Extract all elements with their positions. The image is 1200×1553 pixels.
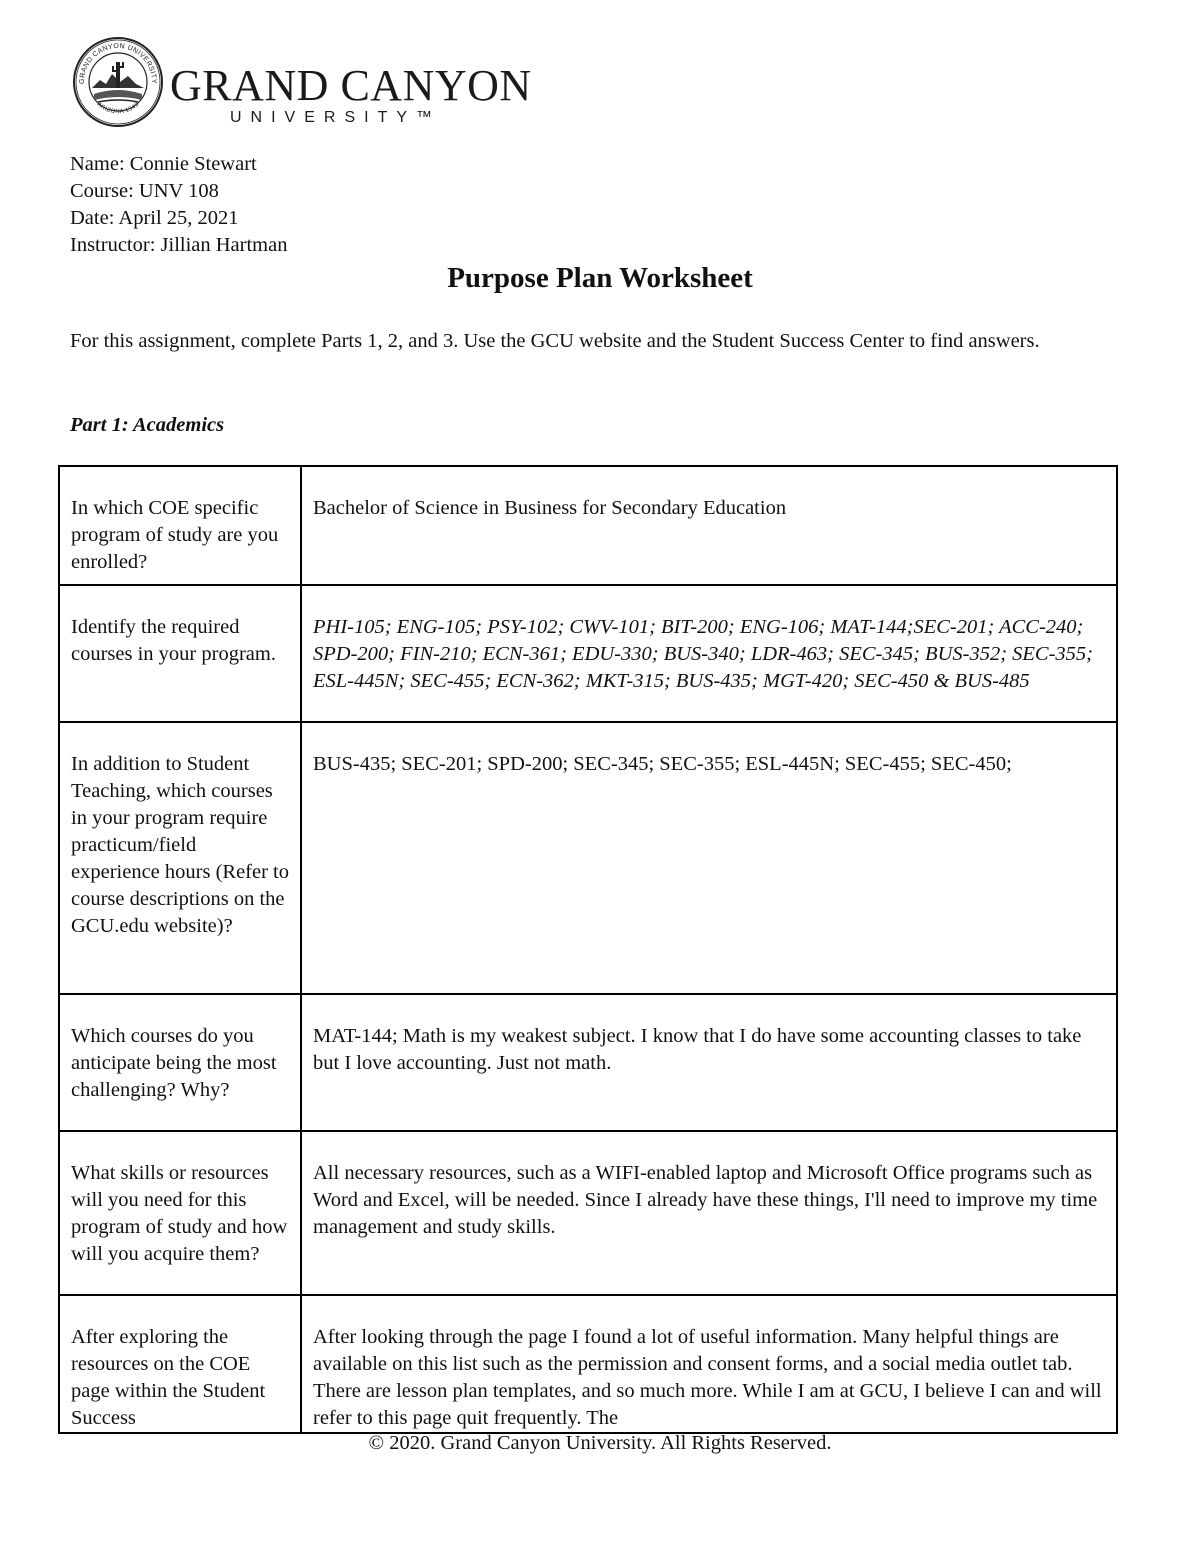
answer-cell: MAT-144; Math is my weakest subject. I know that I do have some accounting classes to take but I love accounting. Just not math.	[301, 994, 1117, 1131]
table-row	[59, 994, 1117, 1131]
question-cell: Which courses do you anticipate being the most challenging? Why?	[59, 994, 301, 1131]
student-course: Course: UNV 108	[70, 180, 219, 202]
student-instructor: Instructor: Jillian Hartman	[70, 234, 288, 256]
page-title: Purpose Plan Worksheet	[447, 262, 753, 294]
university-logo	[72, 36, 532, 132]
answer-cell: Bachelor of Science in Business for Secondary Education	[301, 466, 1117, 585]
part1-heading: Part 1: Academics	[70, 414, 225, 436]
logo-wordmark-grand-canyon: GRAND CANYON	[170, 61, 532, 110]
question-cell: After exploring the resources on the COE page within the Student Success	[59, 1295, 301, 1433]
student-date: Date: April 25, 2021	[70, 207, 239, 229]
svg-text:GRAND CANYON UNIVERSITY: GRAND CANYON UNIVERSITY	[78, 42, 158, 85]
copyright-footer: © 2020. Grand Canyon University. All Rights Reserved.	[368, 1432, 832, 1454]
table-row	[59, 466, 1117, 585]
question-cell: In which COE specific program of study are you enrolled?	[59, 466, 301, 585]
svg-text:ARIZONA 1949: ARIZONA 1949	[95, 101, 141, 116]
table-row	[59, 722, 1117, 994]
answer-cell: After looking through the page I found a lot of useful information. Many helpful things are available on this list such as the permission and consent forms, and a social media outlet tab. There are lesson plan templates, and so much more. While I am at GCU, I believe I can and will refer to this page quit frequently. The	[301, 1295, 1117, 1433]
question-cell: What skills or resources will you need for this program of study and how will you acquire them?	[59, 1131, 301, 1295]
table-row	[59, 585, 1117, 722]
answer-cell: All necessary resources, such as a WIFI-enabled laptop and Microsoft Office programs such as Word and Excel, will be needed. Since I already have these things, I'll need to improve my time management and study skills.	[301, 1131, 1117, 1295]
answer-cell: PHI-105; ENG-105; PSY-102; CWV-101; BIT-200; ENG-106; MAT-144;SEC-201; ACC-240; SPD-200; FIN-210; ECN-361; EDU-330; BUS-340; LDR-463; SEC-345; BUS-352; SEC-355; ESL-445N; SEC-455; ECN-362; MKT-315; BUS-435; MGT-420; SEC-450 & BUS-485	[301, 585, 1117, 722]
academics-table	[58, 465, 1118, 1434]
question-cell: Identify the required courses in your program.	[59, 585, 301, 722]
university-seal-icon	[72, 36, 164, 128]
student-name: Name: Connie Stewart	[70, 153, 257, 175]
logo-wordmark-university: UNIVERSITY™	[230, 109, 442, 126]
table-row	[59, 1295, 1117, 1433]
question-cell: In addition to Student Teaching, which courses in your program require practicum/field experience hours (Refer to course descriptions on the GCU.edu website)?	[59, 722, 301, 994]
student-info	[70, 151, 287, 259]
assignment-instructions: For this assignment, complete Parts 1, 2, and 3. Use the GCU website and the Student Success Center to find answers.	[70, 330, 1040, 352]
table-row	[59, 1131, 1117, 1295]
answer-cell: BUS-435; SEC-201; SPD-200; SEC-345; SEC-355; ESL-445N; SEC-455; SEC-450;	[301, 722, 1117, 994]
